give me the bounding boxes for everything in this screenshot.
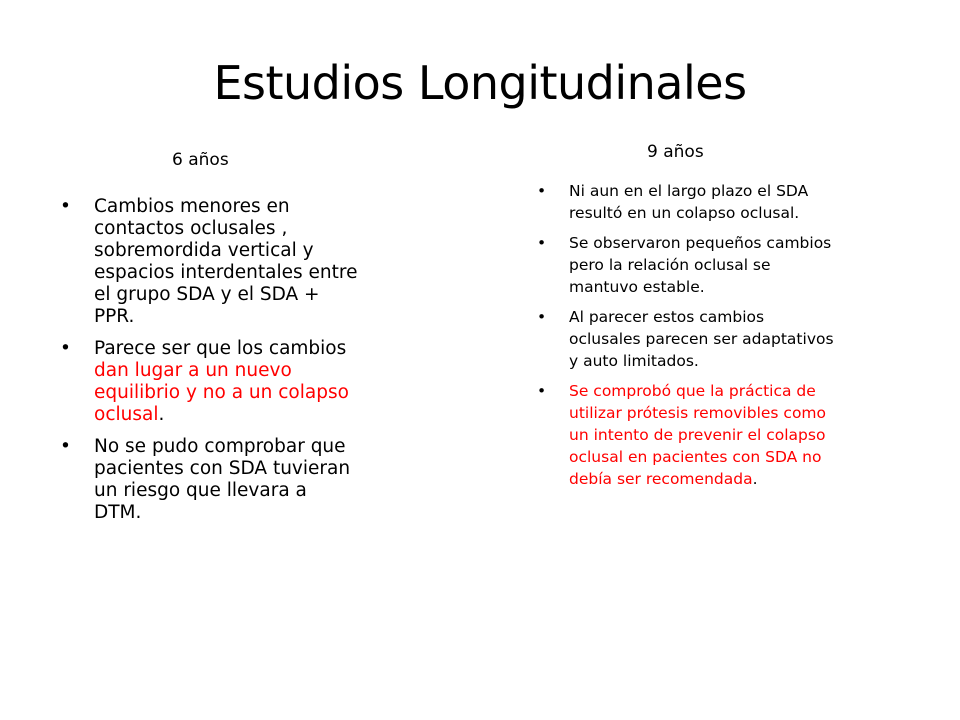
bullet-text: Al parecer estos cambios oclusales parecen ser adaptativos y auto limitados. [569,308,834,370]
column-heading-6-anos: 6 años [172,150,229,170]
bullet-text: Cambios menores en contactos oclusales , sobremordida vertical y espacios interdentales entre el grupo SDA y el SDA + PPR. [94,196,358,327]
bullet-text: . [752,470,758,488]
bullet-text: Se observaron pequeños cambios pero la relación oclusal se mantuvo estable. [569,234,832,296]
bullet-text: Ni aun en el largo plazo el SDA resultó en un colapso oclusal. [569,182,809,222]
bullet-icon: • [60,196,71,217]
bullet-icon: • [537,382,547,400]
bullet-list-right [537,180,837,498]
bullet-icon: • [537,182,547,200]
column-heading-9-anos: 9 años [647,142,704,162]
bullet-item [60,196,360,328]
bullet-item [537,380,837,490]
bullet-item [60,338,360,426]
bullet-item [537,180,837,224]
bullet-text: No se pudo comprobar que pacientes con SDA tuvieran un riesgo que llevara a DTM. [94,436,351,523]
bullet-item [60,436,360,524]
bullet-icon: • [60,436,71,457]
bullet-text: Parece ser que los cambios [94,338,347,359]
bullet-list-left [60,196,360,534]
bullet-text: . [158,404,165,425]
bullet-icon: • [537,234,547,252]
bullet-icon: • [537,308,547,326]
highlighted-text: Se comprobó que la práctica de utilizar prótesis removibles como un intento de prevenir el colapso oclusal en pacientes con SDA no debía ser recomendada [569,382,827,488]
highlighted-text: dan lugar a un nuevo equilibrio y no a un colapso oclusal [94,360,349,425]
slide-title: Estudios Longitudinales [213,56,747,110]
bullet-icon: • [60,338,71,359]
bullet-item [537,306,837,372]
bullet-item [537,232,837,298]
